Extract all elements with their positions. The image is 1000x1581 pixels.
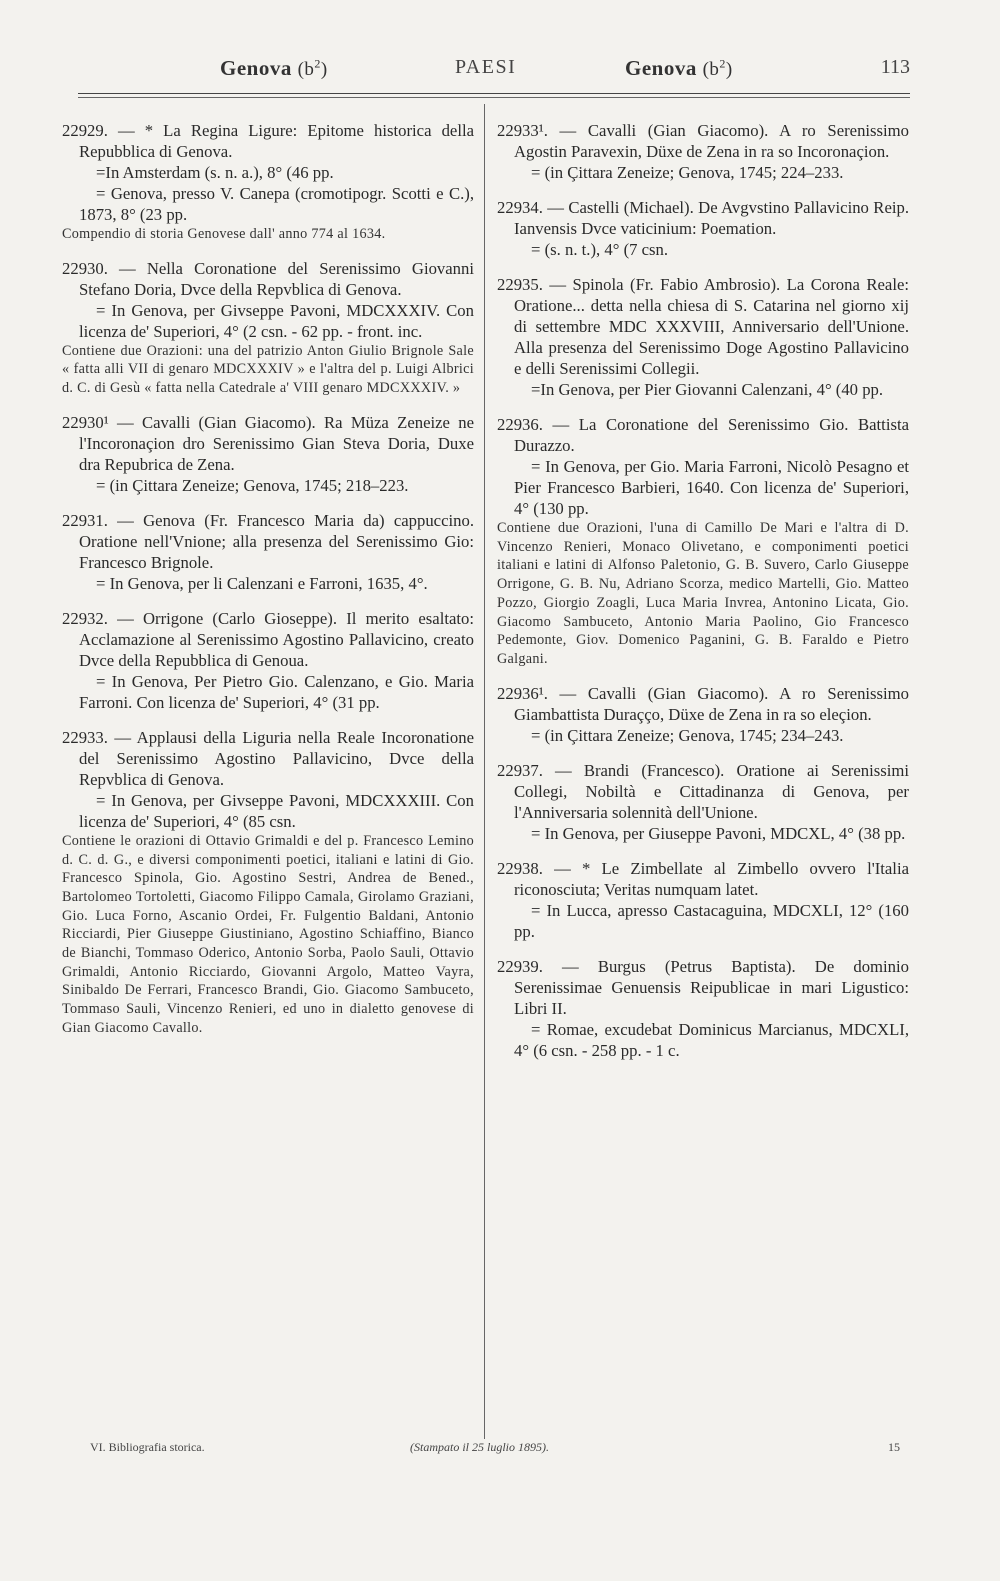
entry-heading: 22934. — Castelli (Michael). De Avgvstino Pallavicino Reip. Ianvensis Dvce vaticinium: Poemation.: [497, 198, 909, 238]
column-divider: [484, 104, 485, 1439]
entry-publication: =In Amsterdam (s. n. a.), 8° (46 pp.: [96, 163, 334, 182]
entry-heading: 22936. — La Coronatione del Serenissimo Gio. Battista Durazzo.: [497, 415, 909, 455]
entry-heading: 22937. — Brandi (Francesco). Oratione ai Serenissimi Collegi, Nobiltà e Cittadinanza di Genova, per l'Anniversaria solennità dell'Unione.: [497, 760, 909, 822]
page-number: 113: [880, 56, 910, 78]
left-column: [62, 120, 474, 1052]
entry-note: Contiene le orazioni di Ottavio Grimaldi e del p. Francesco Lemino d. C. d. G., e diversi componimenti poetici, italiani e latini di Gio. Francesco Spinola, Gio. Agostino Sestri, Andrea de Bened., Bartolomeo Tortoletti, Giacomo Filippo Camala, Girolamo Graziani, Gio. Luca Forno, Ascanio Ordei, Fr. Fulgentio Baldani, Antonio Ricciardi, Pier Giuseppe Giustiniano, Agostino Schiaffino, Bianco de Bianchi, Tommaso Oderico, Antonio Sorba, Paolo Sauli, Ottavio Grimaldi, Antonio Ricciardo, Giovanni Argolo, Matteo Vayra, Sinibaldo De Ferrari, Francesco Brandi, Gio. Giacomo Sambuceto, Tommaso Sauli, Vincenzo Renieri, ed uno in dialetto genovese di Gian Giacomo Cavallo.: [62, 832, 474, 1036]
footer-signature: 15: [888, 1440, 900, 1454]
header-rule: [78, 93, 910, 94]
bibliography-entry: [62, 510, 474, 594]
header-section-title: PAESI: [455, 56, 517, 78]
bibliography-entry: [62, 608, 474, 713]
bibliography-entry: [497, 683, 909, 746]
entry-heading: 22930¹ — Cavalli (Gian Giacomo). Ra Müza Zeneize ne l'Incoronaçion dro Serenissimo Gian Steva Doria, Duxe dra Repubrica de Zena.: [62, 412, 474, 474]
entry-heading: 22936¹. — Cavalli (Gian Giacomo). A ro Serenissimo Giambattista Duraçço, Düxe de Zena in ra so eleçion.: [497, 683, 909, 724]
entry-heading: 22939. — Burgus (Petrus Baptista). De dominio Serenissimae Genuensis Reipublicae in mari Ligustico: Libri II.: [497, 956, 909, 1018]
entry-publication: = In Genova, per Givseppe Pavoni, MDCXXXIII. Con licenza de' Superiori, 4° (85 csn.: [79, 790, 474, 831]
entry-heading: 22930. — Nella Coronatione del Serenissimo Giovanni Stefano Doria, Dvce della Repvblica di Genova.: [62, 258, 474, 299]
entry-heading: 22935. — Spinola (Fr. Fabio Ambrosio). La Corona Reale: Oratione... detta nella chiesa di S. Catarina nel giorno xij di settembre MDC XXXVIII, Anniversario dell'Unione. Alla presenza del Serenissimo Doge Agostino Pallavicino e delli Serenissimi Collegii.: [497, 275, 909, 378]
entry-publication: = (in Çittara Zeneize; Genova, 1745; 234–243.: [531, 725, 844, 745]
entry-heading: 22938. — * Le Zimbellate al Zimbello ovvero l'Italia riconosciuta; Veritas numquam latet.: [497, 858, 909, 899]
entry-heading: 22933. — Applausi della Liguria nella Reale Incoronatione del Serenissimo Agostino Pallavicino, Dvce della Repvblica di Genova.: [62, 727, 474, 789]
bibliography-entry: [62, 120, 474, 244]
entry-heading: 22931. — Genova (Fr. Francesco Maria da) cappuccino. Oratione nell'Vnione; alla presenza del Serenissimo Gio: Francesco Brignole.: [62, 510, 474, 572]
footer-print-date: (Stampato il 25 luglio 1895).: [410, 1440, 549, 1454]
entry-publication: = (in Çittara Zeneize; Genova, 1745; 218–223.: [96, 475, 409, 495]
entry-publication: = In Genova, Per Pietro Gio. Calenzano, e Gio. Maria Farroni. Con licenza de' Superiori, 4° (31 pp.: [79, 671, 474, 712]
entry-note: Contiene due Orazioni: una del patrizio Anton Giulio Brignole Sale « fatta alli VII di genaro MDCXXXIV » e l'altra del p. Luigi Albrici d. C. di Gesù « fatta nella Catedrale a' VIII genaro MDCXXXIV. »: [62, 342, 474, 397]
bibliography-entry: [497, 120, 909, 183]
bibliography-entry: [497, 274, 909, 400]
entry-publication: =In Genova, per Pier Giovanni Calenzani, 4° (40 pp.: [531, 380, 884, 399]
entry-publication: = Genova, presso V. Canepa (cromotipogr. Scotti e C.), 1873, 8° (23 pp.: [79, 184, 474, 224]
entry-publication: = In Genova, per li Calenzani e Farroni, 1635, 4°.: [96, 573, 428, 593]
entry-publication: = Romae, excudebat Dominicus Marcianus, MDCXLI, 4° (6 csn. - 258 pp. - 1 c.: [514, 1019, 909, 1060]
header-rule-thin: [78, 97, 910, 98]
entry-heading: 22932. — Orrigone (Carlo Gioseppe). Il merito esaltato: Acclamazione al Serenissimo Agostino Pallavicino, creato Dvce della Repubblica di Genoua.: [62, 608, 474, 670]
entry-note: Compendio di storia Genovese dall' anno 774 al 1634.: [62, 226, 386, 242]
running-header: [80, 56, 910, 90]
bibliography-entry: [497, 414, 909, 669]
entry-publication: = In Genova, per Gio. Maria Farroni, Nicolò Pesagno et Pier Francesco Barbieri, 1640. Con licenza de' Superiori, 4° (130 pp.: [514, 457, 909, 518]
bibliography-entry: [497, 956, 909, 1061]
entry-note: Contiene due Orazioni, l'una di Camillo De Mari e l'altra di D. Vincenzo Renieri, Monaco Olivetano, e componimenti poetici italiani e latini di Alfonso Paletonio, G. B. Suvero, Carlo Giuseppe Orrigone, G. B. Nu, Adriano Scorza, medico Martelli, Gio. Matteo Pozzo, Giorgio Zoagli, Luca Maria Invrea, Antonino Licata, Gio. Giacomo Sambuceto, Antonio Maria Paolino, Gio Francesco Pedemonte, Giov. Domenico Paganini, G. B. Faraldo e Pietro Galgani.: [497, 520, 909, 667]
bibliography-entry: [497, 760, 909, 844]
bibliography-entry: [497, 858, 909, 942]
entry-publication: = In Genova, per Giuseppe Pavoni, MDCXL, 4° (38 pp.: [531, 823, 906, 843]
entry-publication: = (s. n. t.), 4° (7 csn.: [531, 240, 669, 259]
entry-publication: = In Genova, per Givseppe Pavoni, MDCXXXIV. Con licenza de' Superiori, 4° (2 csn. - 62 pp. - front. inc.: [79, 300, 474, 341]
bibliography-entry: [62, 412, 474, 496]
header-left-title: Genova $(b^2)$: [220, 56, 328, 80]
entry-publication: = In Lucca, apresso Castacaguina, MDCXLI, 12° (160 pp.: [514, 900, 909, 941]
header-right-title: Genova $(b^2)$: [625, 56, 733, 80]
entry-heading: 22933¹. — Cavalli (Gian Giacomo). A ro Serenissimo Agostin Paravexin, Düxe de Zena in ra so Incoronaçion.: [497, 121, 909, 161]
bibliography-entry: [497, 197, 909, 260]
entry-heading: 22929. — * La Regina Ligure: Epitome historica della Repubblica di Genova.: [62, 121, 474, 161]
right-column: [497, 120, 909, 1075]
bibliography-entry: [62, 727, 474, 1038]
footer-section: VI. Bibliografia storica.: [90, 1440, 205, 1454]
entry-publication: = (in Çittara Zeneize; Genova, 1745; 224–233.: [531, 163, 844, 182]
bibliography-entry: [62, 258, 474, 398]
